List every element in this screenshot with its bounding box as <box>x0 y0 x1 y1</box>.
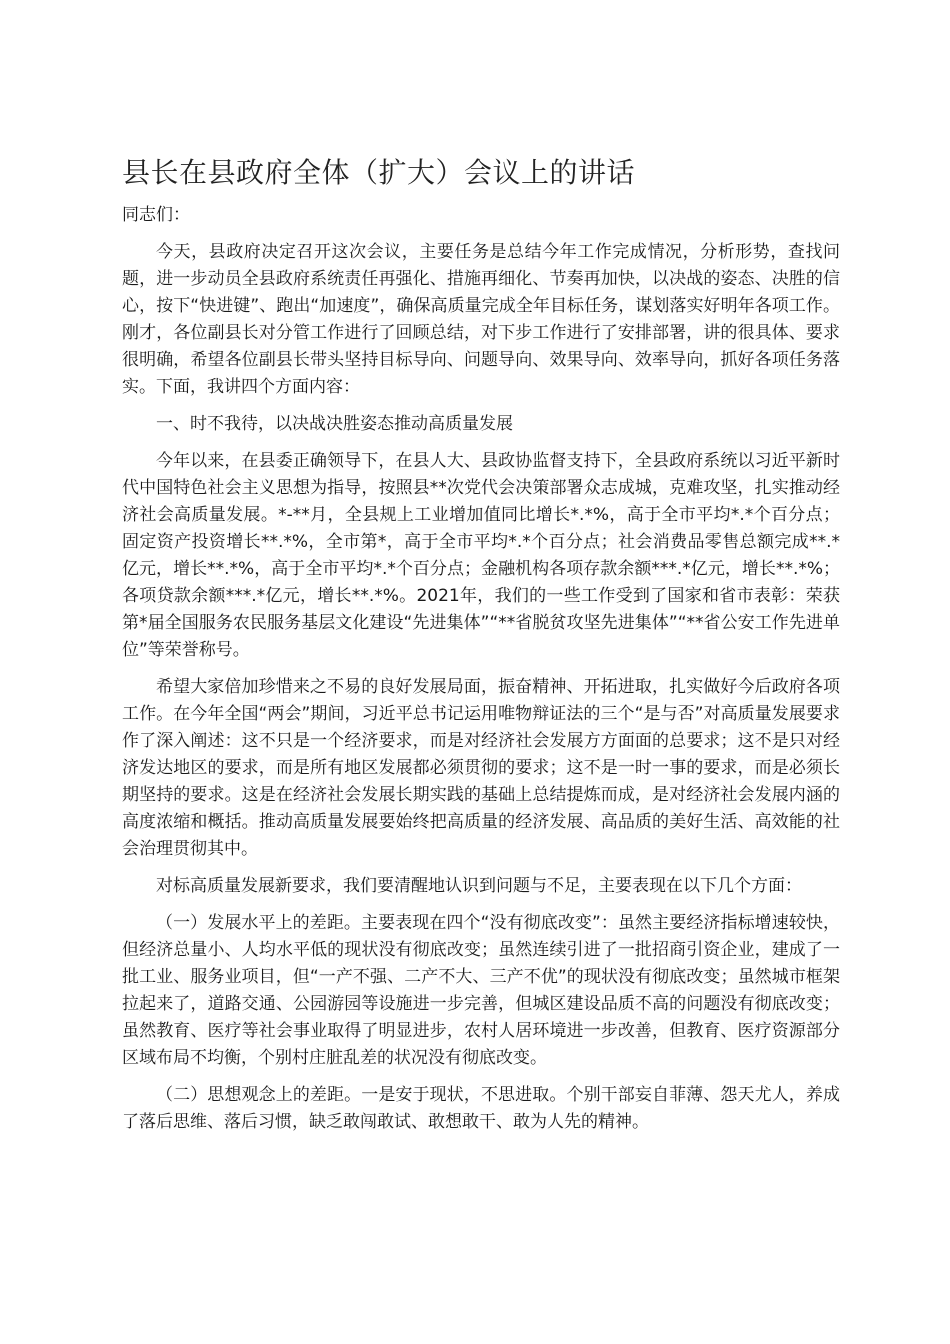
salutation: 同志们： <box>122 205 190 225</box>
paragraph-achievements: 今年以来，在县委正确领导下，在县人大、县政协监督支持下，全县政府系统以习近平新时代中国特色社会主义思想为指导，按照县**次党代会决策部署众志成城，克难攻坚，扎实推动经济社会高质量发展。*-**月，全县规上工业增加值同比增长*.*%，高于全市平均*.*个百分点；固定资产投资增长**.*%，全市第*，高于全市平均*.*个百分点；社会消费品零售总额完成**.*亿元，增长**.*%，高于全市平均*.*个百分点；金融机构各项存款余额***.*亿元，增长**.*%；各项贷款余额***.*亿元，增长**.*%。2021年，我们的一些工作受到了国家和省市表彰：荣获第*届全国服务农民服务基层文化建设“先进集体”“**省脱贫攻坚先进集体”“**省公安工作先进单位”等荣誉称号。 <box>122 451 840 660</box>
paragraph-high-quality: 希望大家倍加珍惜来之不易的良好发展局面，振奋精神、开拓进取，扎实做好今后政府各项工作。在今年全国“两会”期间，习近平总书记运用唯物辩证法的三个“是与否”对高质量发展要求作了深入阐述：这不只是一个经济要求，而是对经济社会发展方方面面的总要求；这不是只对经济发达地区的要求，而是所有地区发展都必须贯彻的要求；这不是一时一事的要求，而是必须长期坚持的要求。这是在经济社会发展长期实践的基础上总结提炼而成，是对经济社会发展内涵的高度浓缩和概括。推动高质量发展要始终把高质量的经济发展、高品质的美好生活、高效能的社会治理贯彻其中。 <box>122 677 840 859</box>
document-title: 县长在县政府全体（扩大）会议上的讲话 <box>122 156 636 189</box>
paragraph-shortcomings-intro: 对标高质量发展新要求，我们要清醒地认识到问题与不足，主要表现在以下几个方面： <box>156 876 802 896</box>
paragraph-gap-development: （一）发展水平上的差距。主要表现在四个“没有彻底改变”：虽然主要经济指标增速较快，但经济总量小、人均水平低的现状没有彻底改变；虽然连续引进了一批招商引资企业，建成了一批工业、服务业项目，但“一产不强、二产不大、三产不优”的现状没有彻底改变；虽然城市框架拉起来了，道路交通、公园游园等设施进一步完善，但城区建设品质不高的问题没有彻底改变；虽然教育、医疗等社会事业取得了明显进步，农村人居环境进一步改善，但教育、医疗资源部分区域布局不均衡，个别村庄脏乱差的状况没有彻底改变。 <box>122 913 840 1068</box>
paragraph-gap-mindset: （二）思想观念上的差距。一是安于现状，不思进取。个别干部妄自菲薄、怨天尤人，养成了落后思维、落后习惯，缺乏敢闯敢试、敢想敢干、敢为人先的精神。 <box>122 1085 840 1132</box>
document-page <box>122 150 840 1146</box>
section-heading-1: 一、时不我待，以决战决胜姿态推动高质量发展 <box>156 414 513 434</box>
paragraph-intro: 今天，县政府决定召开这次会议，主要任务是总结今年工作完成情况，分析形势，查找问题，进一步动员全县政府系统责任再强化、措施再细化、节奏再加快，以决战的姿态、决胜的信心，按下“快进键”、跑出“加速度”，确保高质量完成全年目标任务，谋划落实好明年各项工作。刚才，各位副县长对分管工作进行了回顾总结，对下步工作进行了安排部署，讲的很具体、要求很明确，希望各位副县长带头坚持目标导向、问题导向、效果导向、效率导向，抓好各项任务落实。下面，我讲四个方面内容： <box>122 242 840 397</box>
